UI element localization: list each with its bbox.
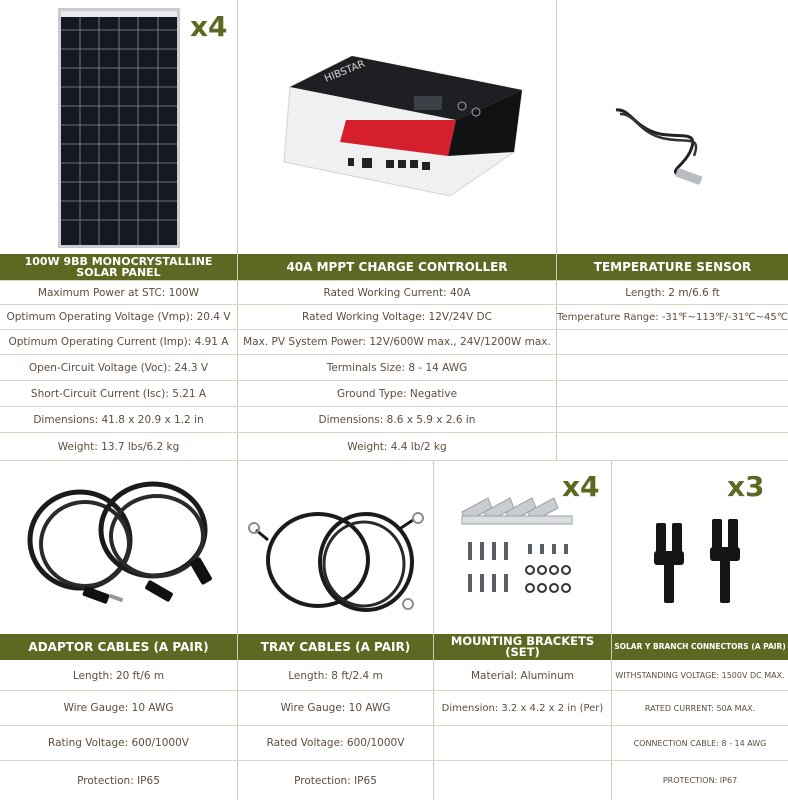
adaptor-spec: Rating Voltage: 600/1000V bbox=[48, 737, 189, 749]
brackets-title: MOUNTING BRACKETS (SET) bbox=[434, 634, 611, 660]
charge-controller-image bbox=[276, 52, 524, 200]
branch-quantity: x3 bbox=[727, 470, 765, 503]
branch-title: SOLAR Y BRANCH CONNECTORS (A PAIR) bbox=[612, 634, 788, 660]
solar-panel-image bbox=[58, 8, 180, 248]
controller-spec: Weight: 4.4 lb/2 kg bbox=[347, 440, 447, 453]
panel-spec: Open-Circuit Voltage (Voc): 24.3 V bbox=[28, 361, 209, 374]
controller-spec: Rated Working Voltage: 12V/24V DC bbox=[302, 311, 492, 323]
tray-spec: Length: 8 ft/2.4 m bbox=[288, 669, 383, 682]
tray-spec: Protection: IP65 bbox=[294, 774, 377, 787]
adaptor-spec: Length: 20 ft/6 m bbox=[72, 669, 165, 682]
branch-spec: PROTECTION: IP67 bbox=[662, 776, 738, 785]
brackets-quantity: x4 bbox=[562, 470, 600, 503]
panel-spec: Maximum Power at STC: 100W bbox=[37, 286, 200, 299]
adaptor-spec: Protection: IP65 bbox=[77, 774, 160, 787]
tray-cables-image bbox=[248, 500, 428, 620]
sensor-spec: Length: 2 m/6.6 ft bbox=[625, 286, 720, 299]
panel-quantity: x4 bbox=[190, 10, 228, 43]
sensor-spec: Temperature Range: -31℉~113℉/-31℃~45℃ bbox=[557, 311, 788, 323]
panel-spec: Dimensions: 41.8 x 20.9 x 1.2 in bbox=[33, 413, 204, 426]
tray-title: TRAY CABLES (A PAIR) bbox=[238, 634, 433, 660]
panel-spec: Weight: 13.7 lbs/6.2 kg bbox=[57, 440, 180, 453]
branch-spec: CONNECTION CABLE: 8 - 14 AWG bbox=[633, 738, 767, 748]
panel-spec: Optimum Operating Current (Imp): 4.91 A bbox=[8, 336, 229, 348]
controller-spec: Terminals Size: 8 - 14 AWG bbox=[326, 361, 468, 374]
y-branch-connectors-image bbox=[650, 515, 770, 615]
panel-spec: Optimum Operating Voltage (Vmp): 20.4 V bbox=[6, 311, 231, 323]
controller-title: 40A MPPT CHARGE CONTROLLER bbox=[238, 254, 556, 280]
branch-spec: WITHSTANDING VOLTAGE: 1500V DC MAX. bbox=[615, 671, 785, 680]
tray-spec: Wire Gauge: 10 AWG bbox=[280, 702, 391, 714]
controller-spec: Rated Working Current: 40A bbox=[323, 286, 471, 299]
panel-title: 100W 9BB MONOCRYSTALLINE SOLAR PANEL bbox=[0, 254, 237, 280]
mounting-brackets-image bbox=[458, 492, 583, 604]
controller-brand: HIBSTAR bbox=[323, 58, 367, 85]
temperature-sensor-image bbox=[610, 100, 720, 190]
tray-spec: Rated Voltage: 600/1000V bbox=[266, 737, 405, 749]
controller-spec: Max. PV System Power: 12V/600W max., 24V/1200W max. bbox=[243, 336, 551, 348]
brackets-spec: Dimension: 3.2 x 4.2 x 2 in (Per) bbox=[441, 702, 604, 714]
panel-spec: Short-Circuit Current (Isc): 5.21 A bbox=[30, 387, 207, 400]
sensor-title: TEMPERATURE SENSOR bbox=[557, 254, 788, 280]
branch-spec: RATED CURRENT: 50A MAX. bbox=[644, 703, 756, 713]
adaptor-cables-image bbox=[25, 478, 220, 618]
brackets-spec: Material: Aluminum bbox=[471, 669, 574, 682]
adaptor-title: ADAPTOR CABLES (A PAIR) bbox=[0, 634, 237, 660]
controller-spec: Dimensions: 8.6 x 5.9 x 2.6 in bbox=[318, 413, 476, 426]
controller-spec: Ground Type: Negative bbox=[336, 387, 458, 400]
adaptor-spec: Wire Gauge: 10 AWG bbox=[63, 702, 174, 714]
